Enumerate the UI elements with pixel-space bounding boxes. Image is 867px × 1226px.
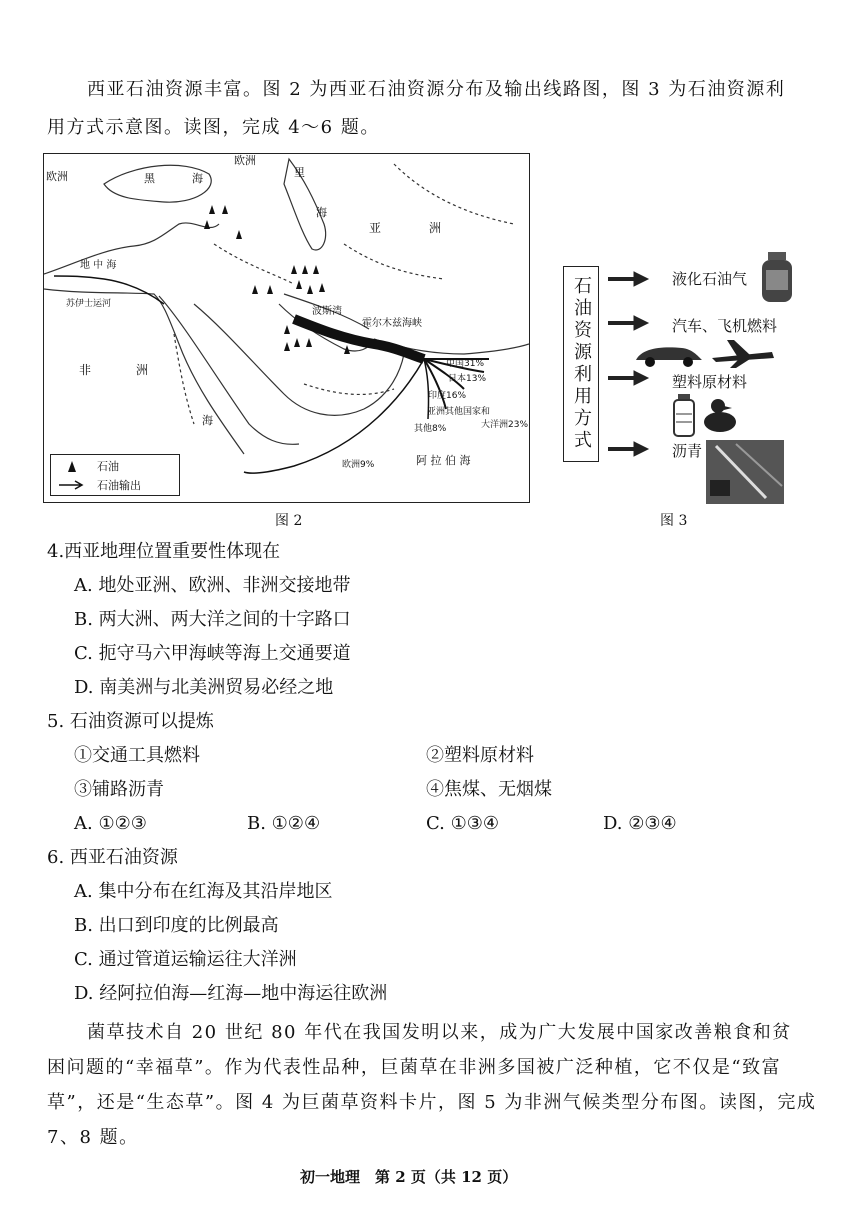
passage-2-line-1: 菌草技术自 20 世纪 80 年代在我国发明以来，成为广大发展中国家改善粮食和贫 [87, 1022, 792, 1043]
map-label-asia-zhou: 洲 [429, 221, 442, 235]
q5-item-1: ①交通工具燃料 [74, 745, 200, 766]
q6-option-d: D. 经阿拉伯海—红海—地中海运往欧洲 [74, 983, 388, 1004]
question-6-stem: 6. 西亚石油资源 [47, 847, 178, 868]
asphalt-road-icon [706, 440, 784, 504]
intro-line-1: 西亚石油资源丰富。图 2 为西亚石油资源分布及输出线路图，图 3 为石油资源利 [87, 79, 786, 100]
question-4-stem: 4.西亚地理位置重要性体现在 [47, 541, 281, 562]
car-plane-icon [632, 336, 777, 370]
map-label-pct-europe: 欧洲9% [342, 460, 375, 470]
passage-2-line-4: 7、8 题。 [47, 1127, 139, 1148]
map-label-pct-other: 其他8% [414, 424, 447, 434]
map-label-black-sea-hai: 海 [192, 172, 203, 185]
gas-cylinder-icon [756, 250, 798, 306]
map-label-suez: 苏伊士运河 [66, 299, 112, 309]
map-label-pct-japan: 日本13% [448, 374, 487, 384]
q5-option-d: D. ②③④ [603, 813, 677, 834]
q4-option-d: D. 南美洲与北美洲贸易必经之地 [74, 677, 334, 698]
map-label-mediterranean: 地 中 海 [80, 260, 117, 271]
q4-option-a: A. 地处亚洲、欧洲、非洲交接地带 [74, 575, 351, 596]
q5-option-a: A. ①②③ [74, 813, 147, 834]
map-label-arabian-sea: 阿 拉 伯 海 [416, 454, 471, 467]
legend-export-label: 石油输出 [97, 479, 141, 492]
map-label-li: 里 [294, 166, 305, 179]
use-asphalt-label: 沥青 [672, 442, 703, 460]
figure-3-title-box [563, 266, 599, 462]
map-label-persian-gulf: 波斯湾 [312, 306, 342, 317]
passage-2-line-2: 困问题的“幸福草”。作为代表性品种，巨菌草在非洲多国被广泛种植，它不仅是“致富 [47, 1057, 782, 1078]
map-label-pct-china: 中国31% [446, 359, 485, 369]
use-plastic-label: 塑料原材料 [672, 373, 748, 391]
map-legend [50, 454, 180, 496]
export-routes [54, 276, 489, 473]
q6-option-c: C. 通过管道运输运往大洋洲 [74, 949, 297, 970]
map-label-hormuz: 霍尔木兹海峡 [362, 318, 422, 329]
q6-option-b: B. 出口到印度的比例最高 [74, 915, 279, 936]
page-footer: 初一地理 第 2 页（共 12 页） [300, 1168, 518, 1186]
arrow-icon [57, 478, 87, 492]
map-label-caspian-sea: 海 [316, 206, 327, 219]
legend-oil-label: 石油 [97, 460, 119, 473]
q5-option-b: B. ①②④ [247, 813, 321, 834]
q4-option-c: C. 扼守马六甲海峡等海上交通要道 [74, 643, 351, 664]
map-label-red-sea: 海 [202, 414, 213, 427]
map-label-pct-other-asia: 亚洲其他国家和 [427, 407, 491, 417]
question-5-stem: 5. 石油资源可以提炼 [47, 711, 214, 732]
figure-2-caption: 图 2 [275, 513, 303, 529]
map-drawing [44, 154, 529, 502]
q4-option-b: B. 两大洲、两大洋之间的十字路口 [74, 609, 351, 630]
map-label-europe-left: 欧洲 [46, 170, 68, 183]
map-label-africa-zhou: 洲 [136, 363, 149, 377]
intro-line-2: 用方式示意图。读图，完成 4～6 题。 [47, 117, 380, 138]
map-label-black-sea: 黑 [144, 172, 155, 185]
use-lpg-label: 液化石油气 [672, 270, 748, 288]
q5-item-2: ②塑料原材料 [426, 745, 534, 766]
use-fuel-label: 汽车、飞机燃料 [672, 317, 778, 335]
plastic-bottle-duck-icon [672, 390, 742, 438]
figure-3-caption: 图 3 [660, 513, 688, 529]
map-label-africa-fei: 非 [79, 363, 92, 377]
q6-option-a: A. 集中分布在红海及其沿岸地区 [74, 881, 333, 902]
map-label-asia-ya: 亚 [369, 221, 382, 235]
q5-item-4: ④焦煤、无烟煤 [426, 779, 552, 800]
map-label-pct-india: 印度16% [428, 391, 467, 401]
figure-3-title: 石油资源利用方式 [571, 276, 592, 452]
map-label-europe: 欧洲 [234, 154, 256, 167]
map-label-pct-oceania: 大洋洲23% [481, 420, 529, 430]
oil-icon [57, 459, 87, 473]
figure-2-map [43, 153, 530, 503]
passage-2-line-3: 草”，还是“生态草”。图 4 为巨菌草资料卡片，图 5 为非洲气候类型分布图。读图，完成 [47, 1092, 817, 1113]
q5-item-3: ③铺路沥青 [74, 779, 164, 800]
q5-option-c: C. ①③④ [426, 813, 499, 834]
